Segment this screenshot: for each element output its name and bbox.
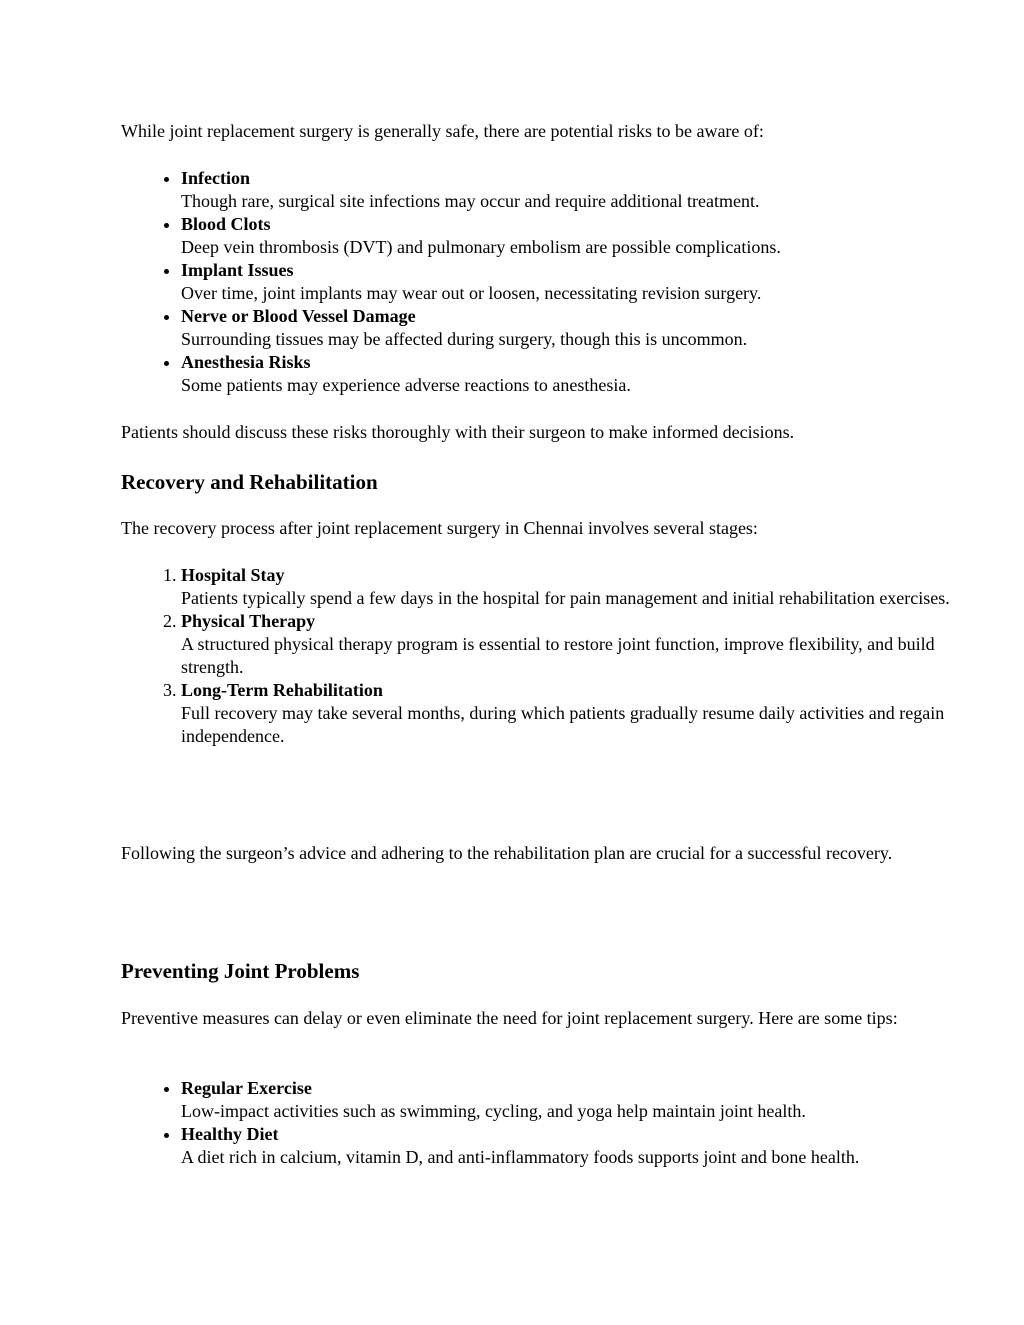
stage-title: 3. Long-Term Rehabilitation: [181, 680, 383, 700]
risk-title: • Anesthesia Risks: [181, 352, 311, 372]
list-item: [181, 305, 971, 351]
risks-list: [121, 167, 971, 397]
list-item: [181, 213, 971, 259]
list-item: [181, 1077, 971, 1123]
stage-description: Full recovery may take several months, during which patients gradually resume daily activities and regain independence.: [181, 703, 945, 746]
list-item: [181, 259, 971, 305]
recovery-stages-list: [121, 564, 971, 748]
stage-title: 1. Hospital Stay: [181, 565, 285, 585]
list-item: [181, 167, 971, 213]
list-item: [181, 679, 971, 748]
stage-title: 2. Physical Therapy: [181, 611, 316, 631]
risks-intro-paragraph: While joint replacement surgery is generally safe, there are potential risks to be aware of:: [121, 121, 764, 141]
prevention-tips-list: [121, 1077, 971, 1169]
risk-title: • Implant Issues: [181, 260, 294, 280]
risk-title: • Blood Clots: [181, 214, 271, 234]
section-heading-recovery: Recovery and Rehabilitation: [121, 470, 378, 494]
list-item: [181, 564, 971, 610]
section-heading-prevention: Preventing Joint Problems: [121, 959, 360, 983]
risk-description: Some patients may experience adverse reactions to anesthesia.: [181, 375, 631, 395]
stage-description: Patients typically spend a few days in the hospital for pain management and initial rehabilitation exercises.: [181, 588, 950, 608]
tip-title: • Regular Exercise: [181, 1078, 312, 1098]
list-item: [181, 351, 971, 397]
recovery-closing-paragraph: Following the surgeon’s advice and adhering to the rehabilitation plan are crucial for a successful recovery.: [121, 843, 893, 863]
list-item: [181, 610, 971, 679]
risks-closing-paragraph: Patients should discuss these risks thoroughly with their surgeon to make informed decisions.: [121, 422, 795, 442]
tip-title: • Healthy Diet: [181, 1124, 279, 1144]
stage-description: A structured physical therapy program is essential to restore joint function, improve flexibility, and build strength.: [181, 634, 935, 677]
risk-description: Surrounding tissues may be affected during surgery, though this is uncommon.: [181, 329, 748, 349]
risk-description: Deep vein thrombosis (DVT) and pulmonary embolism are possible complications.: [181, 237, 781, 257]
recovery-intro-paragraph: The recovery process after joint replacement surgery in Chennai involves several stages:: [121, 518, 758, 538]
tip-description: A diet rich in calcium, vitamin D, and anti-inflammatory foods supports joint and bone health.: [181, 1147, 860, 1167]
risk-description: Though rare, surgical site infections may occur and require additional treatment.: [181, 191, 760, 211]
risk-description: Over time, joint implants may wear out or loosen, necessitating revision surgery.: [181, 283, 762, 303]
tip-description: Low-impact activities such as swimming, cycling, and yoga help maintain joint health.: [181, 1101, 806, 1121]
list-item: [181, 1123, 971, 1169]
prevention-intro-paragraph: Preventive measures can delay or even eliminate the need for joint replacement surgery. Here are some tips:: [121, 1008, 898, 1028]
risk-title: • Nerve or Blood Vessel Damage: [181, 306, 416, 326]
risk-title: • Infection: [181, 168, 250, 188]
